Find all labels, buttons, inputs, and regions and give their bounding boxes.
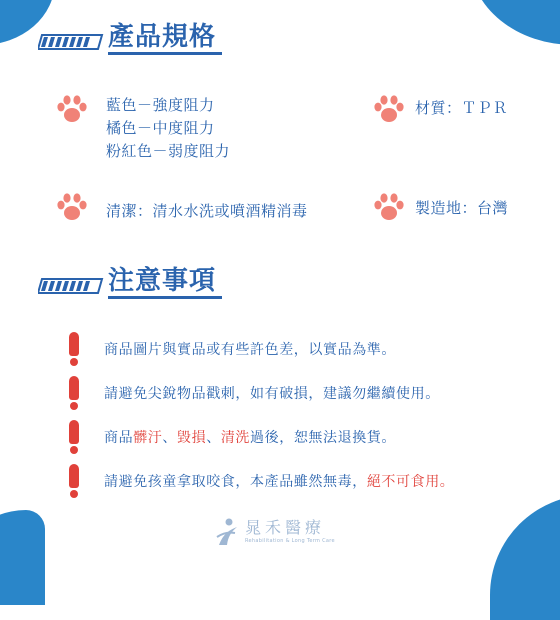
stripes-icon [38,33,104,51]
note-item [68,332,396,366]
exclamation-icon [68,332,80,366]
resistance-item: 橘色－中度阻力 [106,119,215,137]
brand-logo [215,517,335,547]
paw-print-icon [372,94,406,124]
note-text: 請避免尖銳物品戳刺，如有破損，建議勿繼續使用。 [104,386,440,402]
exclamation-icon [68,464,80,498]
note-item [68,464,454,498]
resistance-item: 藍色－強度阻力 [106,96,215,114]
specs-header [38,22,222,55]
note-highlight: 清洗 [220,430,251,446]
exclamation-icon [68,376,80,410]
note-highlight: 絕不可食用。 [366,474,455,490]
material-text: 材質：ＴＰＲ [415,99,509,117]
paw-print-icon [55,94,89,124]
note-text [104,471,454,491]
notes-title: 注意事項 [108,266,222,299]
corner-decoration-top-right [470,0,560,45]
note-item [68,420,396,454]
note-text-part: 請避免孩童拿取咬食，本產品雖然無毒， [104,474,367,490]
note-item [68,376,440,410]
note-text-part: 、 [206,430,221,446]
note-highlight: 髒汙 [133,430,163,446]
origin-text: 製造地：台灣 [415,199,509,217]
corner-decoration-bottom-left [0,510,45,605]
note-text-part: 商品 [104,430,134,446]
note-text-part: 、 [162,430,178,446]
stripes-icon [38,277,104,295]
note-text: 商品圖片與實品或有些許色差，以實品為準。 [104,342,396,358]
paw-print-icon [55,192,89,222]
note-text-part: 過後，恕無法退換貨。 [250,430,397,446]
corner-decoration-bottom-right [490,495,560,620]
resistance-list [106,94,230,163]
resistance-item: 粉紅色－弱度阻力 [106,142,231,160]
logo-tagline: Rehabilitation & Long Term Care [245,538,335,544]
cleaning-text: 清潔：清水水洗或噴酒精消毒 [106,202,308,220]
note-highlight: 毀損 [177,430,207,446]
exclamation-icon [68,420,80,454]
paw-print-icon [372,192,406,222]
notes-header [38,266,222,299]
specs-title: 產品規格 [108,22,222,55]
logo-name: 晁禾醫療 [245,518,326,537]
logo-icon [215,517,241,547]
note-text [104,427,396,447]
